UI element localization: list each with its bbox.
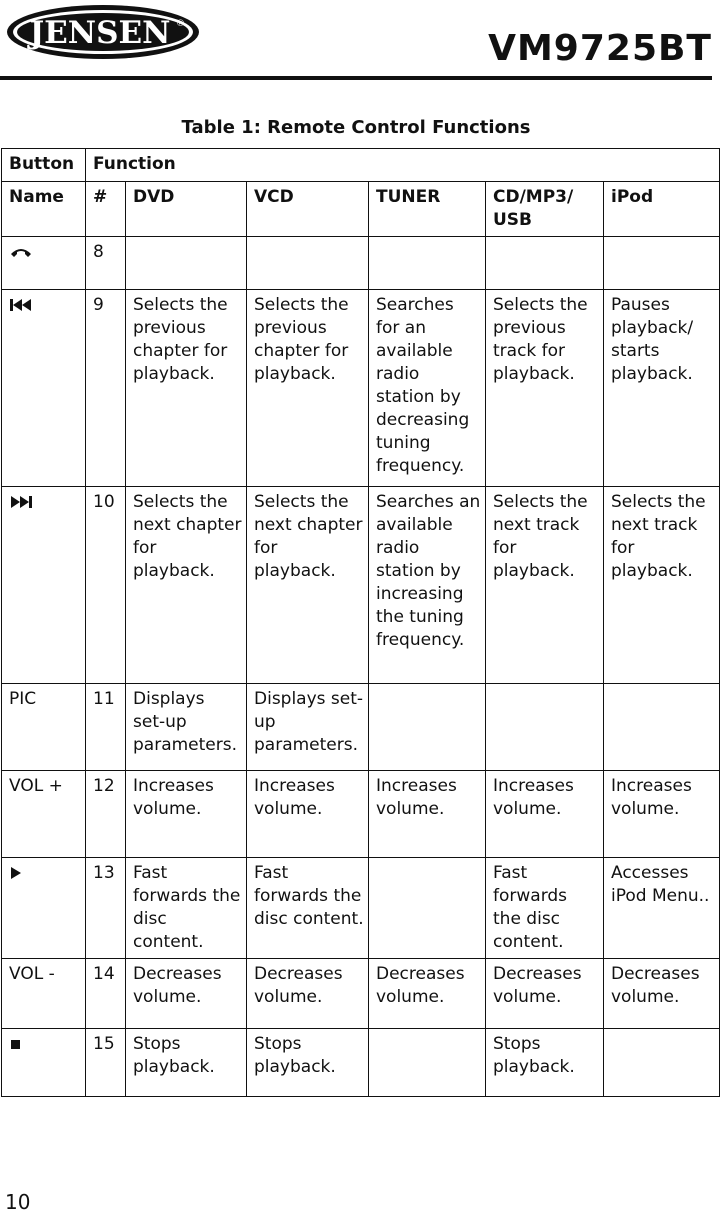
ipod-cell xyxy=(604,684,720,771)
ipod-cell xyxy=(604,1029,720,1097)
header-name: Name xyxy=(2,182,86,237)
svg-text:JENSEN: JENSEN xyxy=(29,15,171,51)
ipod-cell xyxy=(604,237,720,290)
header-vcd: VCD xyxy=(247,182,369,237)
header-tuner: TUNER xyxy=(369,182,486,237)
header-number: # xyxy=(86,182,126,237)
table-caption: Table 1: Remote Control Functions xyxy=(181,117,531,138)
row-number: 9 xyxy=(86,290,126,487)
ipod-cell: Selects the next track for playback. xyxy=(604,487,720,684)
button-name: VOL - xyxy=(2,959,86,1029)
cd-cell: Selects the next track for playback. xyxy=(486,487,604,684)
table-row xyxy=(2,684,720,771)
button-cell xyxy=(2,1029,86,1097)
button-cell xyxy=(2,290,86,487)
cd-cell: Fast forwards the disc content. xyxy=(486,858,604,959)
ipod-cell: Accesses iPod Menu.. xyxy=(604,858,720,959)
row-number: 14 xyxy=(86,959,126,1029)
cd-cell: Stops playback. xyxy=(486,1029,604,1097)
ipod-cell: Decreases volume. xyxy=(604,959,720,1029)
table-row xyxy=(2,290,720,487)
ipod-cell: Increases volume. xyxy=(604,771,720,858)
tuner-cell xyxy=(369,1029,486,1097)
vcd-cell: Stops playback. xyxy=(247,1029,369,1097)
next-track-icon xyxy=(9,495,33,509)
table-row xyxy=(2,487,720,684)
header-function: Function xyxy=(86,149,720,182)
header-cd-mp3-usb: CD/MP3/ USB xyxy=(486,182,604,237)
vcd-cell xyxy=(247,237,369,290)
ipod-cell: Pauses playback/ starts playback. xyxy=(604,290,720,487)
row-number: 11 xyxy=(86,684,126,771)
row-number: 13 xyxy=(86,858,126,959)
dvd-cell: Decreases volume. xyxy=(126,959,247,1029)
dvd-cell: Selects the previous chapter for playback. xyxy=(126,290,247,487)
dvd-cell: Increases volume. xyxy=(126,771,247,858)
tuner-cell: Searches for an available radio station by decreasing tuning frequency. xyxy=(369,290,486,487)
tuner-cell: Decreases volume. xyxy=(369,959,486,1029)
row-number: 12 xyxy=(86,771,126,858)
jensen-logo xyxy=(4,2,202,62)
header-ipod: iPod xyxy=(604,182,720,237)
table-row xyxy=(2,1029,720,1097)
button-cell xyxy=(2,858,86,959)
vcd-cell: Increases volume. xyxy=(247,771,369,858)
svg-text:®: ® xyxy=(176,19,185,29)
table-row xyxy=(2,858,720,959)
tuner-cell xyxy=(369,237,486,290)
phone-icon xyxy=(9,245,33,259)
vcd-cell: Decreases volume. xyxy=(247,959,369,1029)
previous-track-icon xyxy=(9,298,33,312)
dvd-cell: Fast forwards the disc content. xyxy=(126,858,247,959)
dvd-cell: Selects the next chapter for playback. xyxy=(126,487,247,684)
tuner-cell: Searches an available radio station by increasing the tuning frequency. xyxy=(369,487,486,684)
vcd-cell: Displays set-up parameters. xyxy=(247,684,369,771)
header-button: Button xyxy=(2,149,86,182)
button-name: PIC xyxy=(2,684,86,771)
table-row xyxy=(2,237,720,290)
model-number: VM9725BT xyxy=(488,28,712,69)
header-divider xyxy=(0,76,712,80)
vcd-cell: Fast forwards the disc content. xyxy=(247,858,369,959)
dvd-cell xyxy=(126,237,247,290)
cd-cell xyxy=(486,684,604,771)
row-number: 15 xyxy=(86,1029,126,1097)
page-number: 10 xyxy=(5,1190,31,1214)
button-name: VOL + xyxy=(2,771,86,858)
play-icon xyxy=(9,866,23,880)
header-row-columns xyxy=(2,182,720,237)
cd-cell xyxy=(486,237,604,290)
remote-control-functions-table xyxy=(1,148,720,1097)
vcd-cell: Selects the previous chapter for playback. xyxy=(247,290,369,487)
button-cell xyxy=(2,237,86,290)
cd-cell: Increases volume. xyxy=(486,771,604,858)
table-row xyxy=(2,771,720,858)
cd-cell: Decreases volume. xyxy=(486,959,604,1029)
cd-cell: Selects the previous track for playback. xyxy=(486,290,604,487)
dvd-cell: Displays set-up parameters. xyxy=(126,684,247,771)
table-row xyxy=(2,959,720,1029)
vcd-cell: Selects the next chapter for playback. xyxy=(247,487,369,684)
tuner-cell: Increases volume. xyxy=(369,771,486,858)
tuner-cell xyxy=(369,684,486,771)
dvd-cell: Stops playback. xyxy=(126,1029,247,1097)
tuner-cell xyxy=(369,858,486,959)
row-number: 10 xyxy=(86,487,126,684)
row-number: 8 xyxy=(86,237,126,290)
header-row-group xyxy=(2,149,720,182)
button-cell xyxy=(2,487,86,684)
stop-icon xyxy=(9,1037,23,1051)
header-dvd: DVD xyxy=(126,182,247,237)
